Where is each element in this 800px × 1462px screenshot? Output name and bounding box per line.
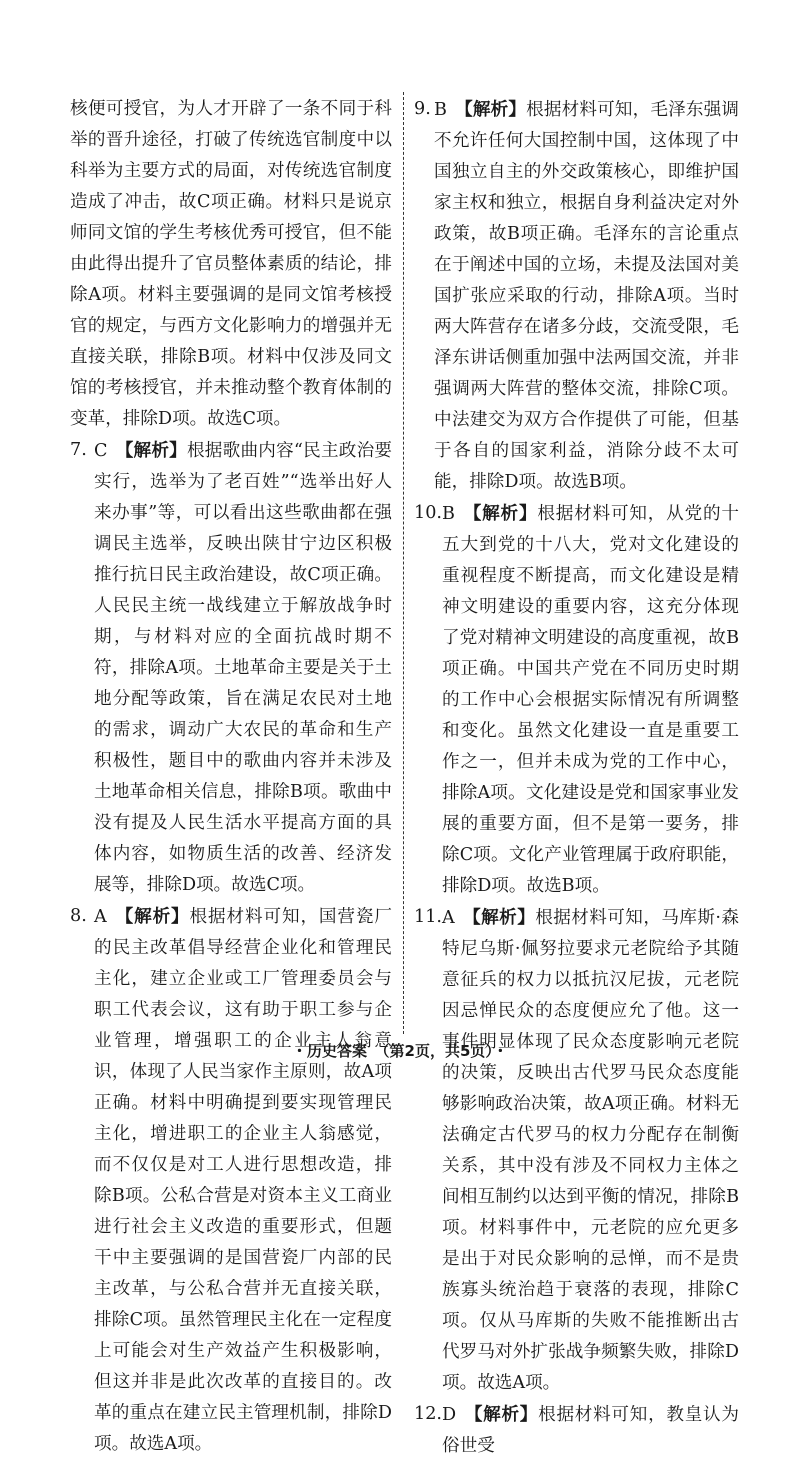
analysis-label: 【解析】 (462, 907, 536, 928)
analysis-text: 根据材料可知，马库斯·森特尼乌斯·佩努拉要求元老院给予其随意征兵的权力以抵抗汉尼拔，元老院因忌惮民众的态度便应允了他。这一事件明显体现了民众态度影响元老院的决策，反映出古代罗马民众态度能够影响政治决策，故A项正确。材料无法确定古代罗马的权力分配存在制衡关系，其中没有涉及不同权力主体之间相互制约以达到平衡的情况，排除B项。材料事件中，元老院的应允更多是出于对民众影响的忌惮，而不是贵族寡头统治趋于衰落的表现，排除C项。仅从马库斯的失败不能推断出古代罗马对外扩张战争频繁失败，排除D项。故选A项。 (442, 908, 739, 1393)
question-number: 11. (414, 907, 442, 927)
question-number: 9. (414, 99, 431, 119)
analysis-text: 根据材料可知，毛泽东强调不允许任何大国控制中国，这体现了中国独立自主的外交政策核心，即维护国家主权和独立，根据自身利益决定对外政策，故B项正确。毛泽东的言论重点在于阐述中国的立场，未提及法国对美国扩张应采取的行动，排除A项。当时两大阵营存在诸多分歧，交流受限，毛泽东讲话侧重加强中法两国交流，并非强调两大阵营的整体交流，排除C项。中法建交为双方合作提供了可能，但基于各自的国家利益，消除分歧不太可能，排除D项。故选B项。 (434, 100, 739, 492)
question-number: 8. (70, 906, 87, 926)
question-9 (414, 94, 739, 498)
page-footer: ・历史答案 （第2页，共5页）・ (292, 1042, 508, 1060)
left-column (70, 94, 392, 1460)
analysis-label: 【解析】 (462, 503, 538, 524)
answer-letter: B (442, 504, 455, 524)
question-number: 7. (70, 440, 87, 460)
question-11 (414, 902, 739, 1399)
question-7 (70, 435, 392, 901)
analysis-label: 【解析】 (454, 99, 527, 120)
answer-letter: A (442, 908, 455, 928)
question-number: 10. (414, 503, 442, 523)
answer-letter: C (94, 441, 108, 461)
continuation-paragraph: 核便可授官，为人才开辟了一条不同于科举的晋升途径，打破了传统选官制度中以科举为主要方式的局面，对传统选官制度造成了冲击，故C项正确。材料只是说京师同文馆的学生考核优秀可授官，但不能由此得出提升了官员整体素质的结论，排除A项。材料主要强调的是同文馆考核授官的规定，与西方文化影响力的增强并无直接关联，排除B项。材料中仅涉及同文馆的考核授官，并未推动整个教育体制的变革，排除D项。故选C项。 (70, 99, 392, 429)
question-8 (70, 901, 392, 1460)
column-divider (403, 92, 404, 1034)
right-column (414, 94, 739, 1462)
question-12 (414, 1399, 739, 1462)
analysis-label: 【解析】 (115, 440, 187, 461)
answer-letter: A (94, 907, 107, 927)
analysis-label: 【解析】 (114, 906, 190, 927)
analysis-text: 根据歌曲内容“民主政治要实行，选举为了老百姓”“选举出好人来办事”等，可以看出这些歌曲都在强调民主选举，反映出陕甘宁边区积极推行抗日民主政治建设，故C项正确。人民民主统一战线建立于解放战争时期，与材料对应的全面抗战时期不符，排除A项。土地革命主要是关于土地分配等政策，旨在满足农民对土地的需求，调动广大农民的革命和生产积极性，题目中的歌曲内容并未涉及土地革命相关信息，排除B项。歌曲中没有提及人民生活水平提高方面的具体内容，如物质生活的改善、经济发展等，排除D项。故选C项。 (94, 441, 392, 895)
question-number: 12. (414, 1404, 442, 1424)
answer-letter: D (442, 1405, 457, 1425)
analysis-label: 【解析】 (464, 1404, 539, 1425)
question-10 (414, 498, 739, 902)
answer-letter: B (434, 100, 447, 120)
analysis-text: 根据材料可知，从党的十五大到党的十八大，党对文化建设的重视程度不断提高，而文化建设是精神文明建设的重要内容，这充分体现了党对精神文明建设的高度重视，故B项正确。中国共产党在不同历史时期的工作中心会根据实际情况有所调整和变化。虽然文化建设一直是重要工作之一，但并未成为党的工作中心，排除A项。文化建设是党和国家事业发展的重要方面，但不是第一要务，排除C项。文化产业管理属于政府职能，排除D项。故选B项。 (442, 504, 739, 896)
analysis-text: 根据材料可知，教皇认为俗世受 (442, 1405, 739, 1456)
analysis-text: 根据材料可知，国营瓷厂的民主改革倡导经营企业化和管理民主化，建立企业或工厂管理委员会与职工代表会议，这有助于职工参与企业管理，增强职工的企业主人翁意识，体现了人民当家作主原则，故A项正确。材料中明确提到要实现管理民主化，增进职工的企业主人翁感觉，而不仅仅是对工人进行思想改造，排除B项。公私合营是对资本主义工商业进行社会主义改造的重要形式，但题干中主要强调的是国营瓷厂内部的民主改革，与公私合营并无直接关联，排除C项。虽然管理民主化在一定程度上可能会对生产效益产生积极影响，但这并非是此次改革的直接目的。改革的重点在建立民主管理机制，排除D项。故选A项。 (94, 907, 392, 1454)
